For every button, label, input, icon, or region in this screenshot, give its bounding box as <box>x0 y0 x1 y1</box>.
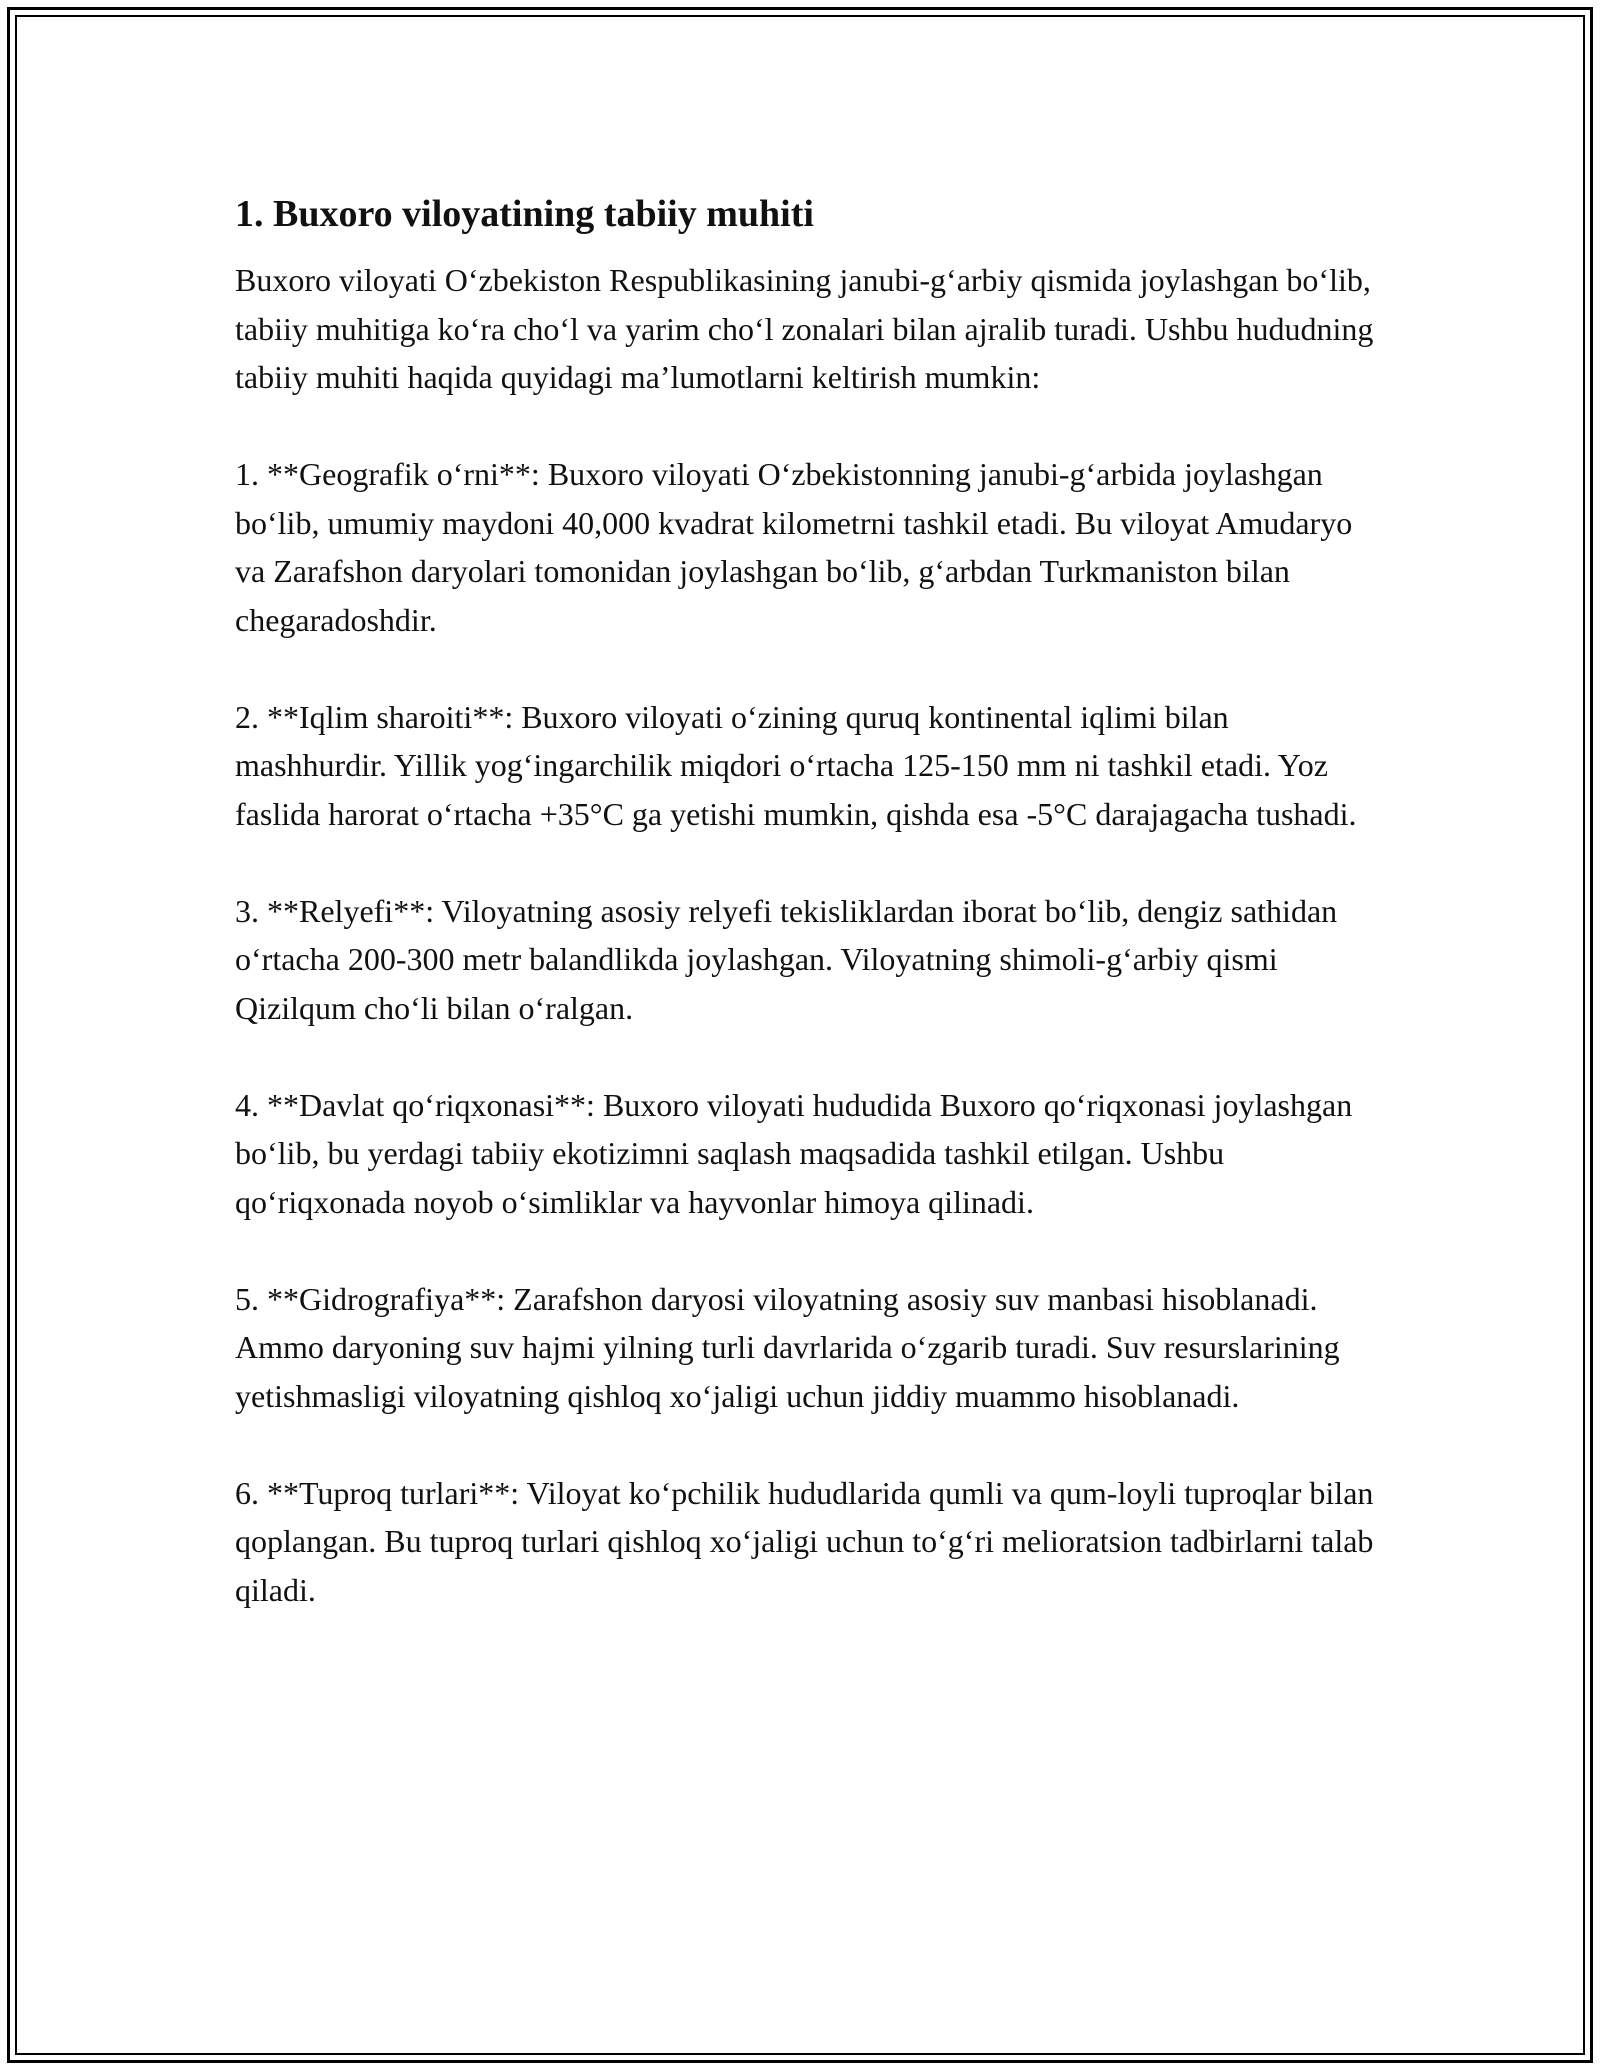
list-item-relyef: 3. **Relyefi**: Viloyatning asosiy relyefi tekisliklardan iborat bo‘lib, dengiz sathidan o‘rtacha 200-300 metr balandlikda joylashgan. Viloyatning shimoli-g‘arbiy qismi Qizilqum cho‘li bilan o‘ralgan. <box>235 892 1338 1026</box>
list-item-tuproq: 6. **Tuproq turlari**: Viloyat ko‘pchilik hududlarida qumli va qum-loyli tuproqlar bilan qoplangan. Bu tuproq turlari qishloq xo‘jaligi uchun to‘g‘ri melioratsion tadbirlarni talab qiladi. <box>235 1474 1374 1608</box>
list-item-gidrografiya: 5. **Gidrografiya**: Zarafshon daryosi viloyatning asosiy suv manbasi hisoblanadi. Ammo daryoning suv hajmi yilning turli davrlarida o‘zgarib turadi. Suv resurslarining yetishmasligi viloyatning qishloq xo‘jaligi uchun jiddiy muammo hisoblanadi. <box>235 1280 1340 1414</box>
list-item-geografik: 1. **Geografik o‘rni**: Buxoro viloyati O‘zbekistonning janubi-g‘arbida joylashgan bo‘lib, umumiy maydoni 40,000 kvadrat kilometrni tashkil etadi. Bu viloyat Amudaryo va Zarafshon daryolari tomonidan joylashgan bo‘lib, g‘arbdan Turkmaniston bilan chegaradoshdir. <box>235 456 1353 638</box>
list-item-qoriqxona: 4. **Davlat qo‘riqxonasi**: Buxoro viloyati hududida Buxoro qo‘riqxonasi joylashgan bo‘lib, bu yerdagi tabiiy ekotizimni saqlash maqsadida tashkil etilgan. Ushbu qo‘riqxonada noyob o‘simliklar va hayvonlar himoya qilinadi. <box>235 1086 1353 1220</box>
document-body <box>235 188 1375 1663</box>
document-title: 1. Buxoro viloyatining tabiiy muhiti <box>235 193 814 235</box>
list-item-iqlim: 2. **Iqlim sharoiti**: Buxoro viloyati o‘zining quruq kontinental iqlimi bilan mashhurdir. Yillik yog‘ingarchilik miqdori o‘rtacha 125-150 mm ni tashkil etadi. Yoz faslida harorat o‘rtacha +35°C ga yetishi mumkin, qishda esa -5°C darajagacha tushadi. <box>235 698 1357 832</box>
intro-paragraph: Buxoro viloyati O‘zbekiston Respublikasining janubi-g‘arbiy qismida joylashgan bo‘lib, tabiiy muhitiga ko‘ra cho‘l va yarim cho‘l zonalari bilan ajralib turadi. Ushbu hududning tabiiy muhiti haqida quyidagi ma’lumotlarni keltirish mumkin: <box>235 262 1374 395</box>
